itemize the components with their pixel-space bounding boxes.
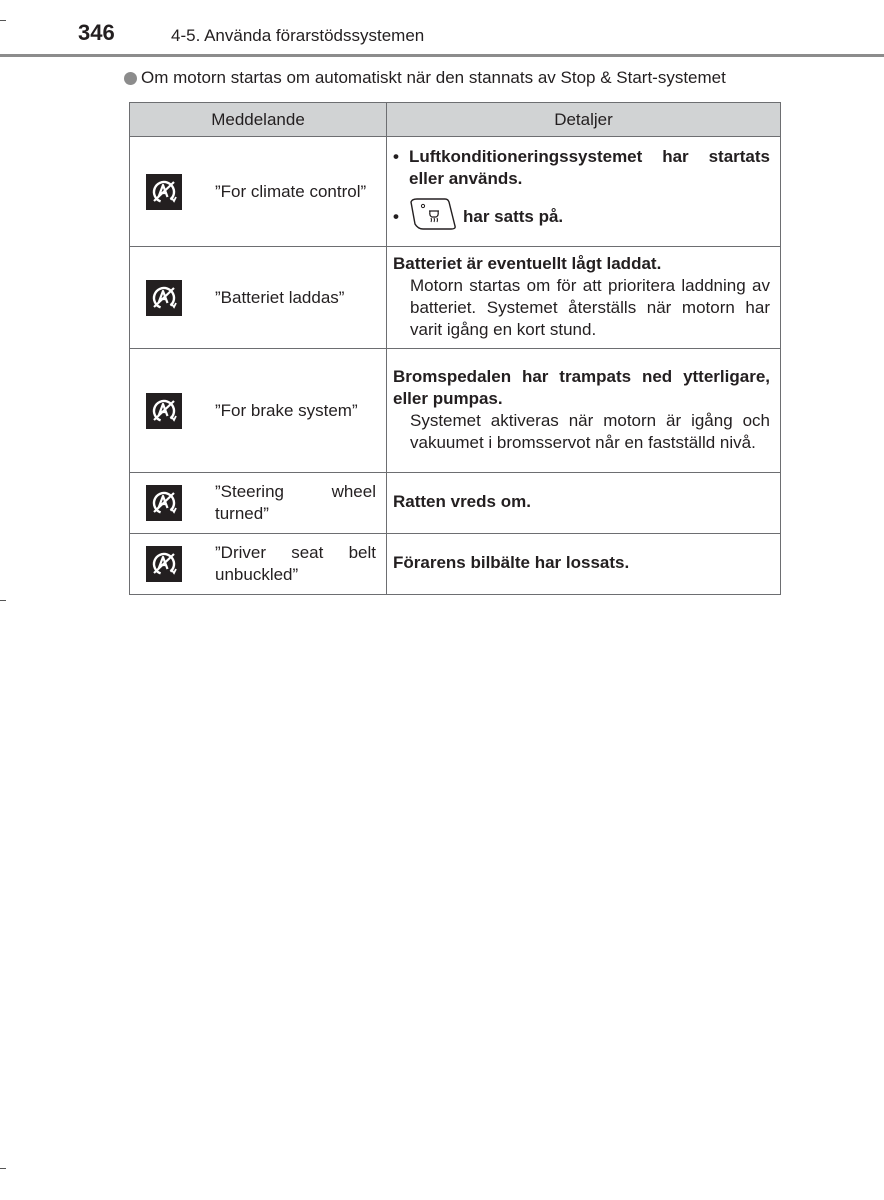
message-cell — [130, 247, 387, 349]
details-cell — [387, 137, 781, 247]
table-header-row — [130, 103, 781, 137]
detail-body: Systemet aktiveras när motorn är igång och vakuumet i bromsservot når en fastställd nivå. — [410, 410, 770, 452]
message-text: ”For brake system” — [215, 400, 358, 420]
message-text: ”Batteriet laddas” — [215, 287, 345, 307]
details-cell — [387, 473, 781, 534]
margin-tick — [0, 1168, 6, 1169]
table-row — [130, 534, 781, 595]
header-message: Meddelande — [130, 103, 387, 137]
header-rule — [0, 54, 884, 57]
header-details: Detaljer — [387, 103, 781, 137]
margin-tick — [0, 600, 6, 601]
detail-heading: Bromspedalen har trampats ned ytterligare, eller pumpas. — [393, 366, 770, 408]
message-text: ”For climate control” — [215, 181, 367, 201]
detail-heading: Batteriet är eventuellt lågt laddat. — [393, 253, 662, 273]
message-table — [129, 102, 781, 595]
message-cell — [130, 349, 387, 473]
detail-heading: Ratten vreds om. — [393, 492, 531, 511]
table-row — [130, 349, 781, 473]
details-cell — [387, 247, 781, 349]
details-cell — [387, 534, 781, 595]
stop-start-indicator-icon — [146, 280, 182, 316]
margin-tick — [0, 20, 6, 21]
table-row — [130, 137, 781, 247]
detail-bullet: • Luftkonditioneringssystemet har startats eller används. — [393, 146, 770, 188]
windshield-defogger-switch-icon — [409, 198, 457, 236]
message-text: ”Steering wheel turned” — [215, 482, 376, 523]
table-row — [130, 247, 781, 349]
intro-text: Om motorn startas om automatiskt när den stannats av Stop & Start-systemet — [141, 68, 726, 87]
details-cell — [387, 349, 781, 473]
message-cell — [130, 473, 387, 534]
table-row — [130, 473, 781, 534]
stop-start-indicator-icon — [146, 393, 182, 429]
section-title: 4-5. Använda förarstödssystemen — [171, 26, 425, 45]
bullet-dot-icon — [124, 72, 137, 85]
stop-start-indicator-icon — [146, 546, 182, 582]
stop-start-indicator-icon — [146, 485, 182, 521]
message-text: ”Driver seat belt unbuckled” — [215, 543, 376, 584]
detail-bullet: • har satts på. — [393, 198, 770, 236]
page-number: 346 — [78, 20, 115, 45]
message-cell — [130, 137, 387, 247]
intro-line — [124, 68, 726, 88]
detail-body: Motorn startas om för att prioritera laddning av batteriet. Systemet återställs när motorn har varit igång en kort stund. — [410, 275, 770, 339]
message-cell — [130, 534, 387, 595]
detail-heading: Förarens bilbälte har lossats. — [393, 553, 630, 572]
stop-start-indicator-icon — [146, 174, 182, 210]
